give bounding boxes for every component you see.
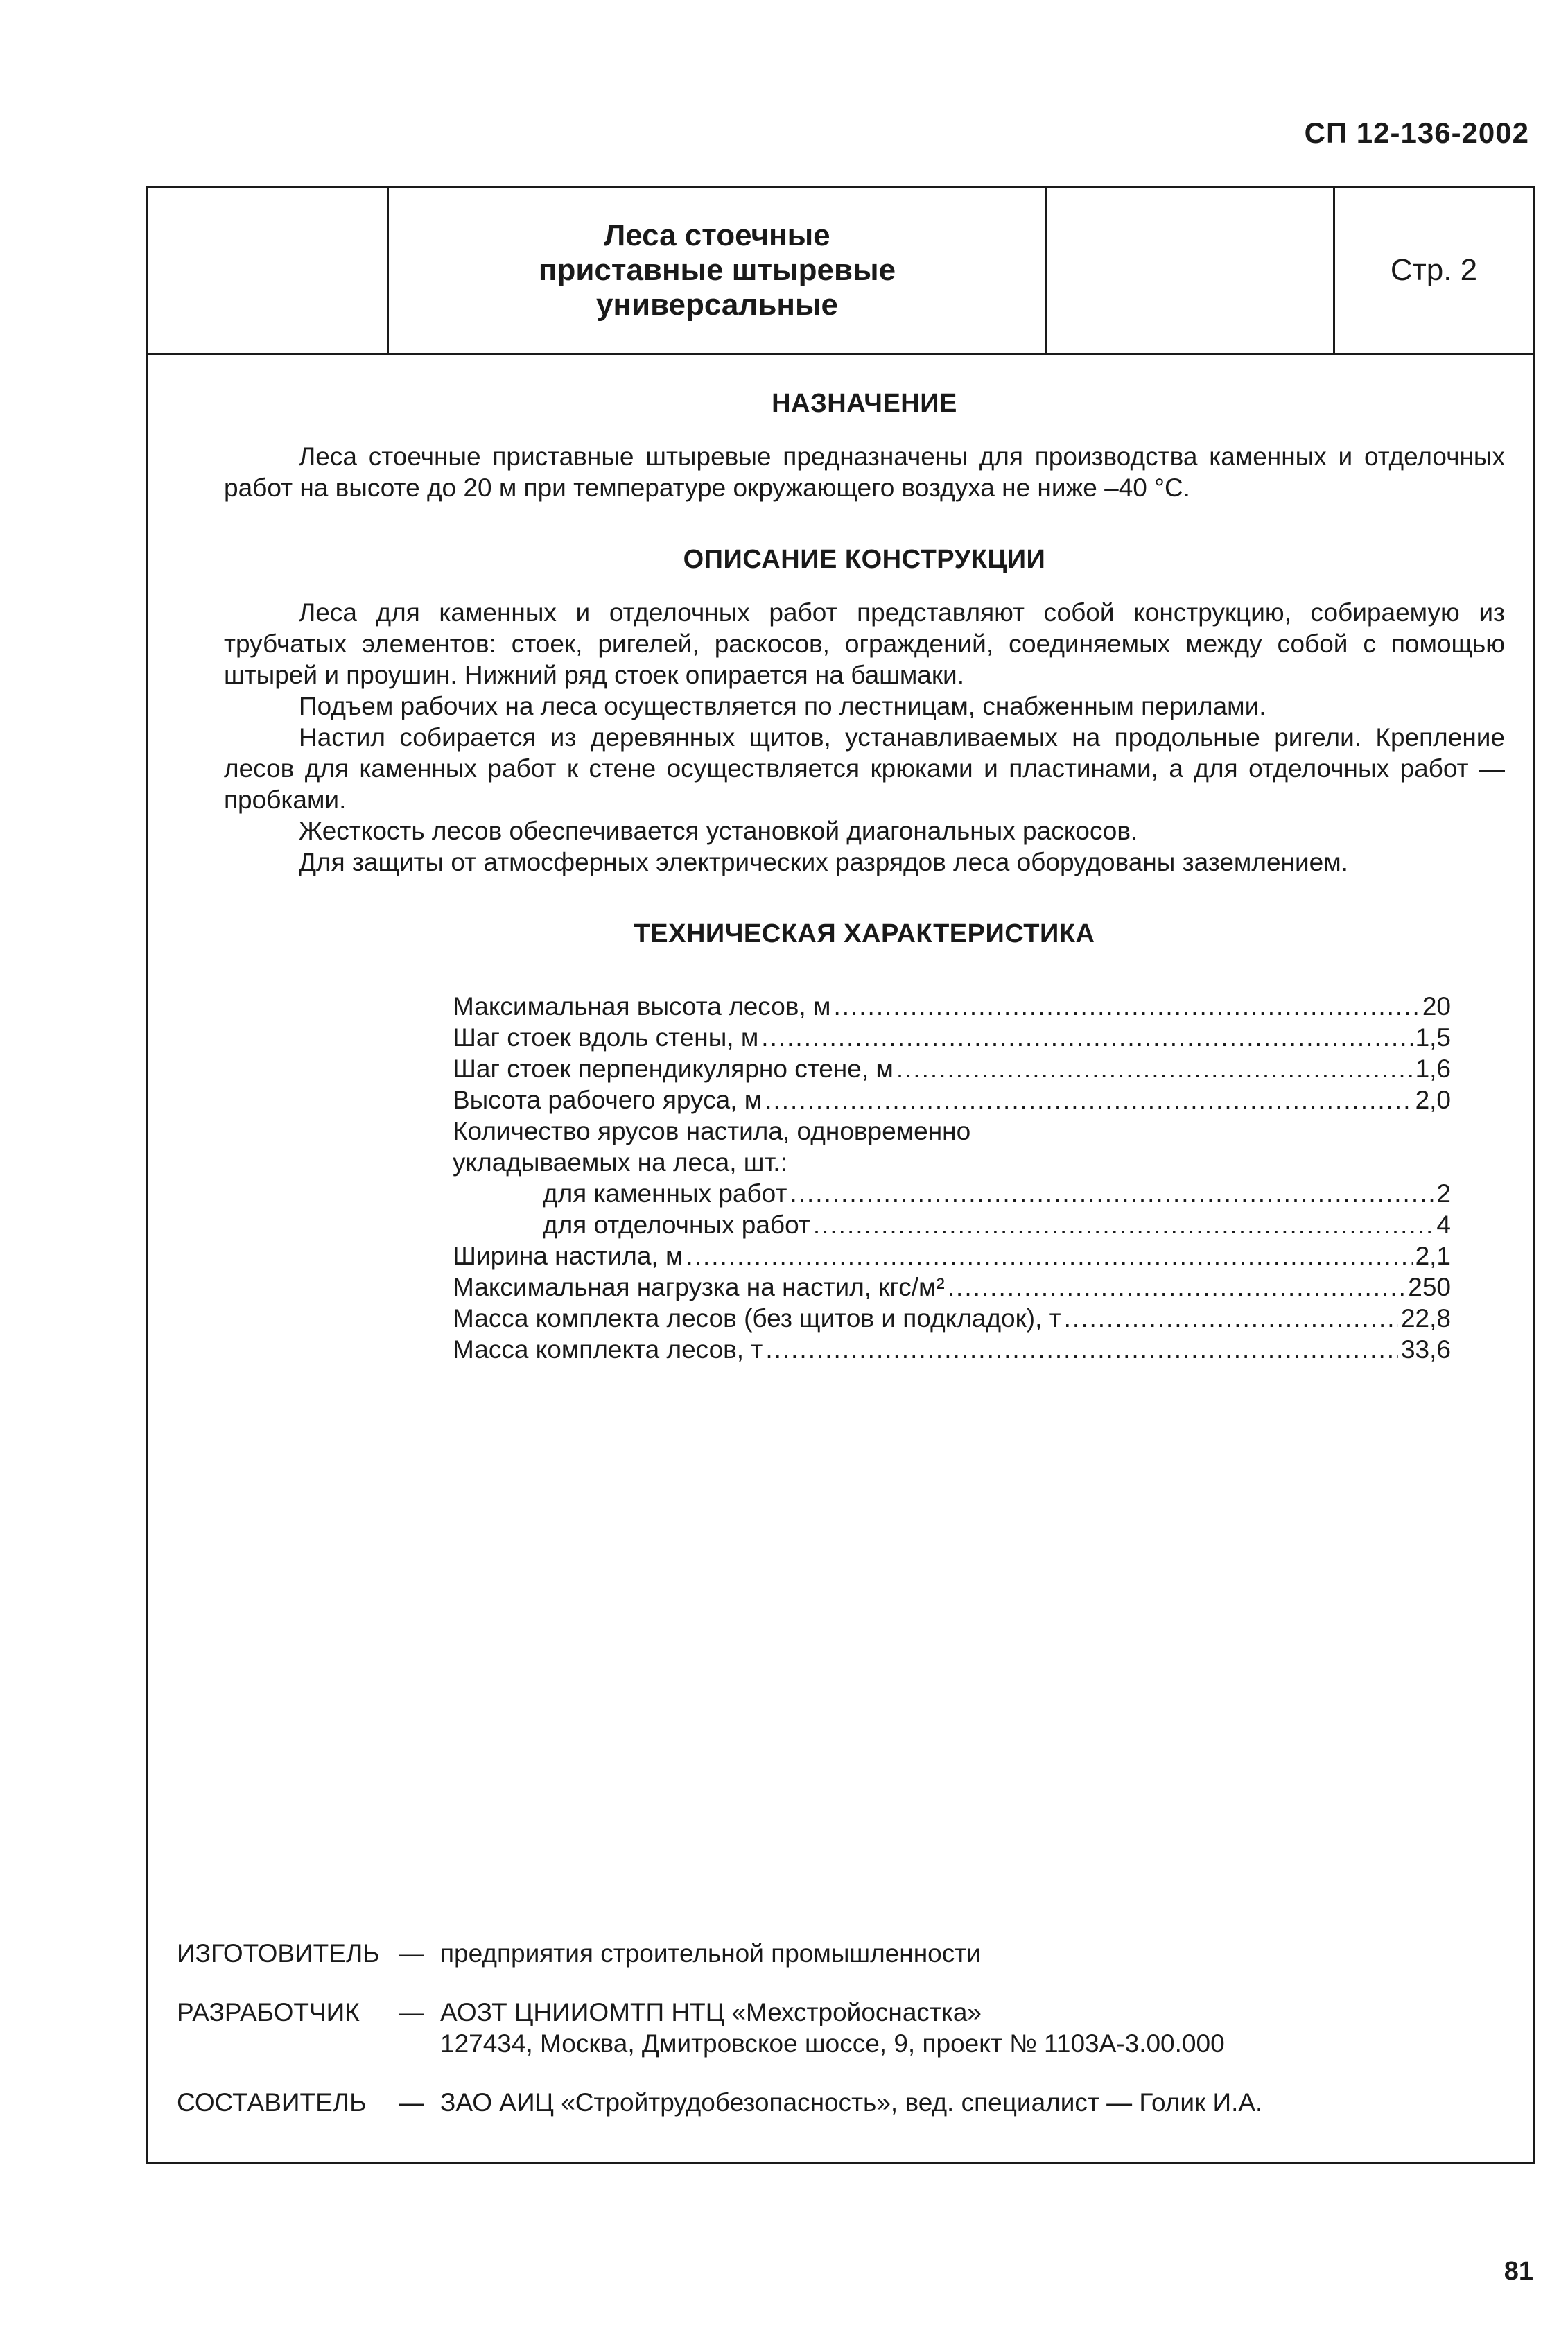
spec-label: для отделочных работ — [543, 1210, 810, 1239]
page-reference: Стр. 2 — [1390, 253, 1478, 287]
spec-label: Ширина настила, м — [453, 1242, 683, 1270]
spec-value: 2,1 — [1415, 1242, 1451, 1270]
design-paragraph: Леса для каменных и отделочных работ представляют собой конструкцию, собираемую из трубчатых элементов: стоек, ригелей, раскосов, ограждений, соединяемых между собой с помощью штырей и проушин. Нижний ряд стоек опирается на башмаки. — [224, 598, 1505, 689]
spec-label: для каменных работ — [543, 1179, 787, 1208]
spec-label: укладываемых на леса, шт.: — [453, 1148, 787, 1177]
spec-row — [453, 1116, 1451, 1147]
specs-list — [453, 991, 1451, 1365]
credits-block — [177, 1938, 1494, 2146]
document-frame — [146, 186, 1535, 2164]
spec-value: 1,6 — [1415, 1054, 1451, 1083]
spec-value: 1,5 — [1415, 1023, 1451, 1052]
credit-line: АОЗТ ЦНИИОМТП НТЦ «Мехстройоснастка» — [440, 1998, 982, 2026]
design-paragraph: Жесткость лесов обеспечивается установкой диагональных раскосов. — [299, 817, 1138, 845]
spec-row — [453, 1272, 1451, 1303]
document-title-line: универсальные — [595, 288, 838, 322]
credit-dash: — — [399, 1998, 424, 2026]
leader-dots — [833, 991, 1419, 1022]
credit-role: СОСТАВИТЕЛЬ — [177, 2088, 367, 2117]
credit-description — [440, 2087, 1494, 2118]
leader-dots — [896, 1053, 1413, 1084]
spec-row — [453, 991, 1451, 1022]
spec-row — [453, 1334, 1451, 1365]
spec-label: Высота рабочего яруса, м — [453, 1086, 763, 1114]
spec-label: Максимальная нагрузка на настил, кгс/м² — [453, 1273, 945, 1301]
title-block-cell-empty-left — [148, 188, 389, 353]
credit-manufacturer — [177, 1938, 1494, 1969]
credit-developer — [177, 1997, 1494, 2059]
main-content — [224, 353, 1505, 949]
document-code: СП 12-136-2002 — [1304, 116, 1529, 149]
spec-value: 250 — [1408, 1273, 1451, 1301]
leader-dots — [765, 1084, 1412, 1116]
credit-role: ИЗГОТОВИТЕЛЬ — [177, 1939, 380, 1968]
spec-row — [453, 1178, 1451, 1209]
spec-label: Количество ярусов настила, одновременно — [453, 1117, 971, 1145]
credit-role: РАЗРАБОТЧИК — [177, 1998, 360, 2026]
spec-value: 33,6 — [1400, 1335, 1451, 1364]
design-paragraph: Для защиты от атмосферных электрических разрядов леса оборудованы заземлением. — [299, 848, 1348, 876]
leader-dots — [1064, 1303, 1398, 1334]
spec-label: Масса комплекта лесов (без щитов и подкладок), т — [453, 1304, 1061, 1333]
leader-dots — [765, 1334, 1398, 1365]
document-title — [539, 218, 896, 322]
credit-description — [440, 1997, 1494, 2059]
spec-value: 4 — [1436, 1210, 1451, 1239]
credit-dash: — — [399, 1939, 424, 1968]
leader-dots — [948, 1272, 1406, 1303]
purpose-text: Леса стоечные приставные штыревые предназначены для производства каменных и отделочных работ на высоте до 20 м при температуре окружающего воздуха не ниже –40 °С. — [224, 442, 1505, 502]
spec-label: Максимальная высота лесов, м — [453, 992, 831, 1021]
design-paragraph: Настил собирается из деревянных щитов, устанавливаемых на продольные ригели. Крепление лесов для каменных работ к стене осуществляется крюками и пластинами, а для отделочных работ — пробками. — [224, 723, 1505, 814]
purpose-heading: НАЗНАЧЕНИЕ — [772, 389, 957, 418]
credit-line: 127434, Москва, Дмитровское шоссе, 9, проект № 1103А-3.00.000 — [440, 2029, 1225, 2058]
credit-description — [440, 1938, 1494, 1969]
spec-row — [453, 1147, 1451, 1178]
document-title-line: приставные штыревые — [538, 253, 896, 287]
spec-row — [453, 1240, 1451, 1272]
design-heading: ОПИСАНИЕ КОНСТРУКЦИИ — [683, 545, 1046, 574]
credit-compiler — [177, 2087, 1494, 2118]
spec-row — [453, 1084, 1451, 1116]
specs-heading: ТЕХНИЧЕСКАЯ ХАРАКТЕРИСТИКА — [634, 919, 1095, 948]
spec-value: 20 — [1422, 992, 1451, 1021]
spec-row — [453, 1303, 1451, 1334]
spec-value: 2 — [1436, 1179, 1451, 1208]
spec-value: 2,0 — [1415, 1086, 1451, 1114]
title-block — [148, 188, 1533, 355]
document-title-line: Леса стоечные — [604, 218, 830, 252]
credit-line: ЗАО АИЦ «Стройтрудобезопасность», вед. специалист — Голик И.А. — [440, 2088, 1263, 2117]
spec-value: 22,8 — [1400, 1304, 1451, 1333]
spec-label: Шаг стоек перпендикулярно стене, м — [453, 1054, 894, 1083]
credit-dash: — — [399, 2088, 424, 2117]
spec-label: Шаг стоек вдоль стены, м — [453, 1023, 759, 1052]
leader-dots — [790, 1178, 1434, 1209]
design-text — [224, 597, 1505, 878]
title-block-cell-title — [389, 188, 1047, 353]
spec-row — [453, 1209, 1451, 1240]
leader-dots — [686, 1240, 1412, 1272]
design-paragraph: Подъем рабочих на леса осуществляется по лестницам, снабженным перилами. — [299, 692, 1266, 720]
spec-label: Масса комплекта лесов, т — [453, 1335, 763, 1364]
leader-dots — [761, 1022, 1412, 1053]
leader-dots — [813, 1209, 1434, 1240]
spec-row — [453, 1053, 1451, 1084]
spec-row — [453, 1022, 1451, 1053]
credit-line: предприятия строительной промышленности — [440, 1939, 981, 1968]
page-number: 81 — [1504, 2257, 1533, 2286]
title-block-cell-empty-right — [1047, 188, 1335, 353]
